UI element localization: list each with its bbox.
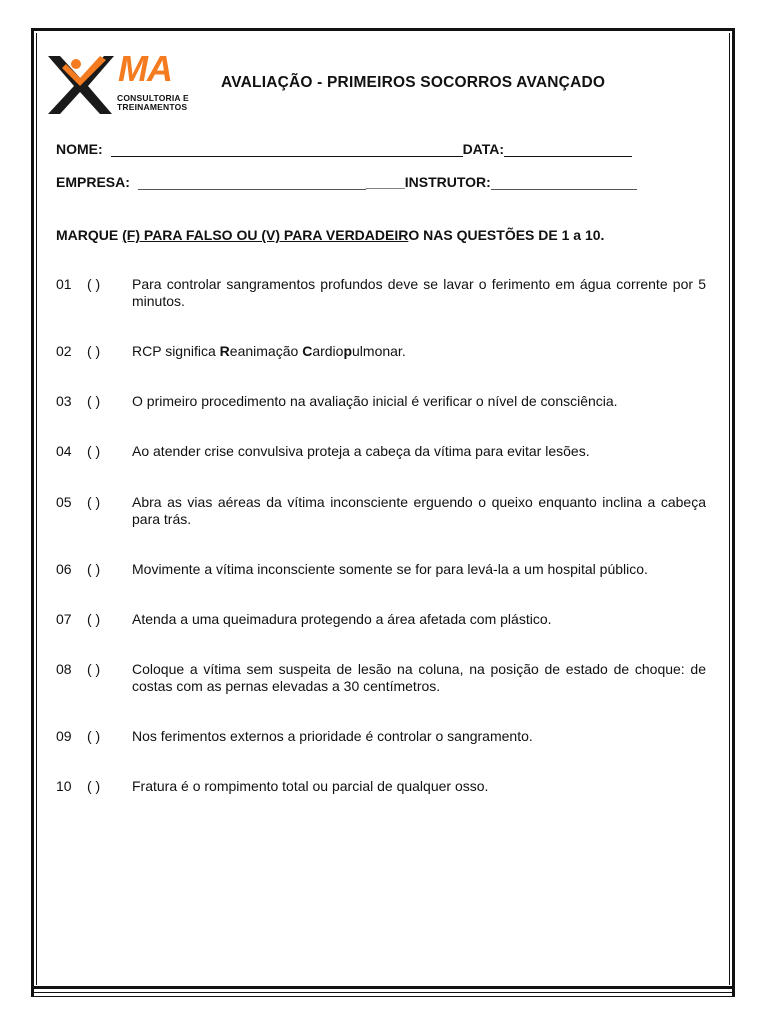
question-number: 07 <box>56 611 72 627</box>
question-text: Fratura é o rompimento total ou parcial de qualquer osso. <box>132 778 489 794</box>
question-05 <box>56 494 706 528</box>
question-text: RCP significa Reanimação Cardiopulmonar. <box>132 343 406 359</box>
instructions: MARQUE (F) PARA FALSO OU (V) PARA VERDADEIRO NAS QUESTÕES DE 1 a 10. <box>56 227 605 243</box>
question-03 <box>56 393 706 410</box>
page-title: AVALIAÇÃO - PRIMEIROS SOCORROS AVANÇADO <box>221 74 606 91</box>
empresa-blank[interactable] <box>138 175 366 190</box>
question-number: 02 <box>56 343 72 359</box>
answer-box[interactable]: ( ) <box>87 611 101 627</box>
question-01 <box>56 276 706 310</box>
question-text: O primeiro procedimento na avaliação inicial é verificar o nível de consciência. <box>132 393 618 409</box>
question-number: 03 <box>56 393 72 409</box>
question-number: 05 <box>56 494 72 510</box>
answer-box[interactable]: ( ) <box>87 561 101 577</box>
empresa-label: EMPRESA: <box>56 174 130 190</box>
question-text: Nos ferimentos externos a prioridade é controlar o sangramento. <box>132 728 533 744</box>
company-instructor-row <box>56 174 637 190</box>
question-07 <box>56 611 706 628</box>
question-text: Abra as vias aéreas da vítima inconsciente erguendo o queixo enquanto inclina a cabeça para trás. <box>132 494 706 527</box>
empresa-dash: _____ <box>365 174 405 190</box>
bottom-rule <box>31 986 735 989</box>
question-04 <box>56 443 706 460</box>
logo-wordmark: MA <box>118 48 172 89</box>
instrutor-blank[interactable] <box>491 175 637 190</box>
question-09 <box>56 728 706 745</box>
bottom-rule <box>31 996 735 997</box>
question-text: Para controlar sangramentos profundos deve se lavar o ferimento em água corrente por 5 minutos. <box>132 276 706 309</box>
name-date-row <box>56 141 632 157</box>
answer-box[interactable]: ( ) <box>87 276 101 292</box>
answer-box[interactable]: ( ) <box>87 393 101 409</box>
answer-box[interactable]: ( ) <box>87 443 101 459</box>
logo-subtitle: CONSULTORIA E TREINAMENTOS <box>117 93 189 112</box>
question-number: 04 <box>56 443 72 459</box>
company-logo <box>46 48 196 118</box>
question-number: 10 <box>56 778 72 794</box>
question-text: Atenda a uma queimadura protegendo a área afetada com plástico. <box>132 611 552 627</box>
nome-label: NOME: <box>56 141 103 157</box>
instrutor-label: INSTRUTOR: <box>404 174 491 190</box>
question-08 <box>56 661 706 695</box>
question-02 <box>56 343 706 360</box>
answer-box[interactable]: ( ) <box>87 343 101 359</box>
question-text: Ao atender crise convulsiva proteja a cabeça da vítima para evitar lesões. <box>132 443 590 459</box>
answer-box[interactable]: ( ) <box>87 778 101 794</box>
answer-box[interactable]: ( ) <box>87 494 101 510</box>
question-number: 06 <box>56 561 72 577</box>
bottom-rule <box>31 992 735 993</box>
answer-box[interactable]: ( ) <box>87 728 101 744</box>
data-blank[interactable] <box>504 142 632 157</box>
data-label: DATA: <box>462 141 505 157</box>
nome-blank[interactable] <box>111 142 463 157</box>
question-number: 01 <box>56 276 72 292</box>
question-text: Movimente a vítima inconsciente somente se for para levá-la a um hospital público. <box>132 561 648 577</box>
logo-x-figure-icon <box>46 52 116 118</box>
question-10 <box>56 778 706 795</box>
answer-box[interactable]: ( ) <box>87 661 101 677</box>
question-text: Coloque a vítima sem suspeita de lesão na coluna, na posição de estado de choque: de costas com as pernas elevadas a 30 centímetros. <box>132 661 706 694</box>
question-06 <box>56 561 706 578</box>
question-number: 09 <box>56 728 72 744</box>
question-number: 08 <box>56 661 72 677</box>
